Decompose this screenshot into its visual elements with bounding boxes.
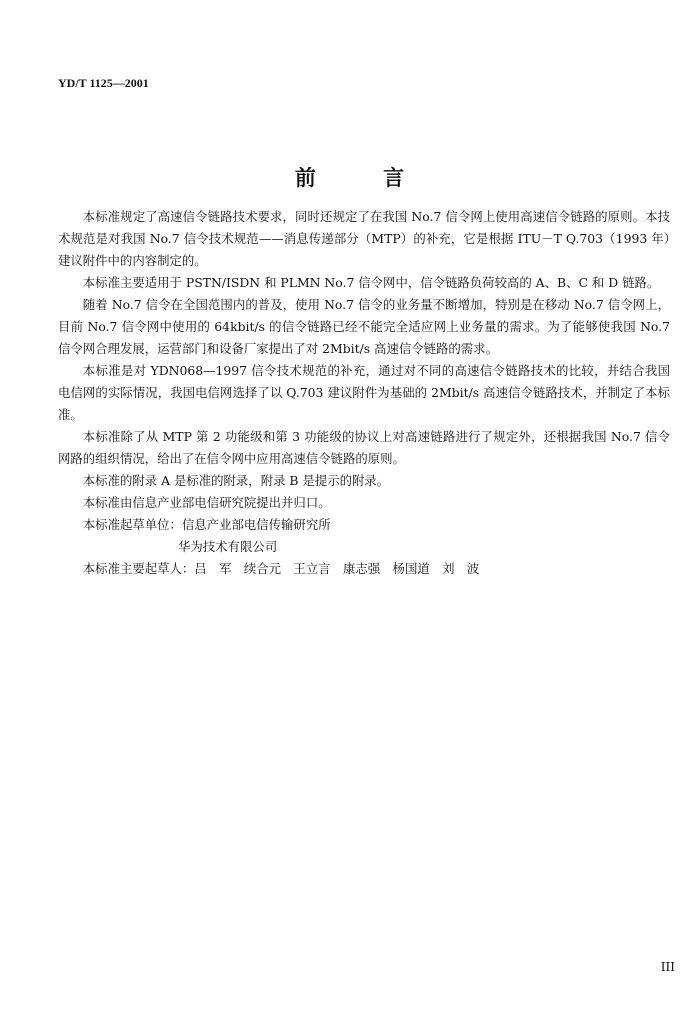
standard-code: YD/T 1125—2001 bbox=[58, 76, 149, 90]
paragraph-principles: 本标准除了从 MTP 第 2 功能级和第 3 功能级的协议上对高速链路进行了规定外，还根据我国 No.7 信令网路的组织情况，给出了在信令网中应用高速信令链路的原则。 bbox=[58, 429, 670, 466]
drafting-unit-second: 华为技术有限公司 bbox=[178, 539, 278, 554]
paragraph-proposer: 本标准由信息产业部电信研究院提出并归口。 bbox=[82, 495, 331, 510]
drafting-units: 本标准起草单位：信息产业部电信传输研究所 bbox=[82, 517, 331, 532]
paragraph-applicability: 本标准主要适用于 PSTN/ISDN 和 PLMN No.7 信令网中，信令链路负荷较高的 A、B、C 和 D 链路。 bbox=[82, 275, 660, 290]
preface-body bbox=[58, 206, 670, 580]
paragraph-background: 随着 No.7 信令在全国范围内的普及，使用 No.7 信令的业务量不断增加，特别是在移动 No.7 信令网上，目前 No.7 信令网中使用的 64kbit/s 的信令链路已经不能完全适应网上业务量的需求。为了能够使我国 No.7 信令网合理发展，运营部门和设备厂家提出了对 2Mbit/s 高速信令链路的需求。 bbox=[58, 297, 670, 356]
drafters: 本标准主要起草人：吕 军 续合元 王立言 康志强 杨国道 刘 波 bbox=[82, 561, 480, 576]
page-number: III bbox=[660, 960, 675, 974]
page-title: 前 言 bbox=[294, 166, 435, 190]
paragraph-annexes: 本标准的附录 A 是标准的附录，附录 B 是提示的附录。 bbox=[82, 473, 390, 488]
paragraph-scope: 本标准规定了高速信令链路技术要求，同时还规定了在我国 No.7 信令网上使用高速信令链路的原则。本技术规范是对我国 No.7 信令技术规范——消息传递部分（MTP）的补充，它是根据 ITU－T Q.703（1993 年）建议附件中的内容制定的。 bbox=[58, 209, 670, 268]
paragraph-supplement: 本标准是对 YDN068—1997 信令技术规范的补充，通过对不同的高速信令链路技术的比较，并结合我国电信网的实际情况，我国电信网选择了以 Q.703 建议附件为基础的 2Mbit/s 高速信令链路技术，并制定了本标准。 bbox=[58, 363, 670, 422]
